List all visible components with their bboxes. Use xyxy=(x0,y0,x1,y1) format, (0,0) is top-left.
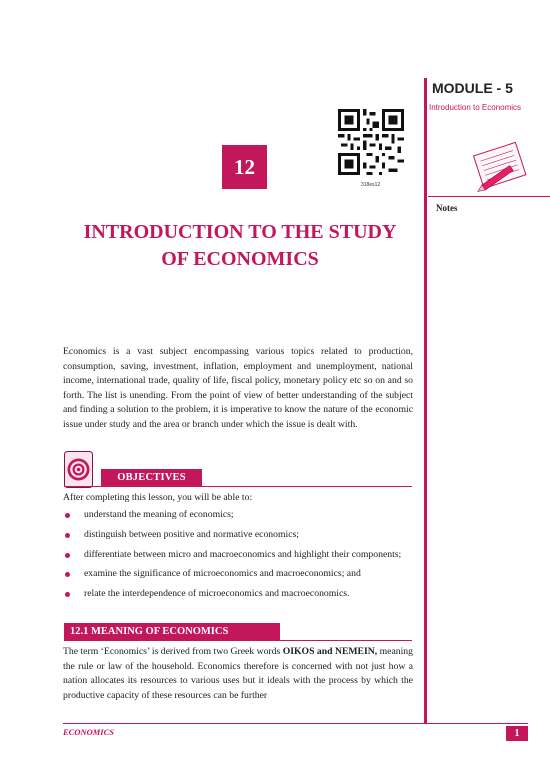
footer-subject: ECONOMICS xyxy=(63,727,115,737)
objectives-list xyxy=(63,508,413,607)
bullet-icon xyxy=(65,592,70,597)
intro-paragraph: Economics is a vast subject encompassing various topics related to production, consumption, saving, investment, inflation, employment and unemployment, national income, international trade, quality of life, fiscal policy, monetary policy etc so on and so forth. The list is unending. From the point of view of better understanding of the subject and finding a solution to the problem, it is imperative to know the nature of the economic issue under study and the area or branch under which the issue is dealt with. xyxy=(63,346,413,430)
greek-words: OIKOS and NEMEIN, xyxy=(282,646,378,657)
objectives-lead: After completing this lesson, you will be able to: xyxy=(63,492,253,503)
objectives-rule xyxy=(64,486,412,487)
list-item: relate the interdependence of microeconomics and macroeconomics. xyxy=(63,587,413,601)
notes-label: Notes xyxy=(436,203,458,213)
chapter-number: 12 xyxy=(222,145,267,189)
bullet-icon xyxy=(65,572,70,577)
chapter-title xyxy=(40,219,440,273)
sidebar-divider xyxy=(424,78,427,723)
target-icon xyxy=(64,451,93,488)
section-rule xyxy=(64,640,412,641)
list-item: differentiate between micro and macroeconomics and highlight their components; xyxy=(63,548,413,562)
list-item: distinguish between positive and normative economics; xyxy=(63,528,413,542)
qr-caption: 318es12 xyxy=(361,182,381,188)
section-heading: 12.1 MEANING OF ECONOMICS xyxy=(64,623,280,640)
chapter-title-line2: OF ECONOMICS xyxy=(161,248,319,270)
pencil-notepad-icon xyxy=(470,140,532,192)
list-item: understand the meaning of economics; xyxy=(63,508,413,522)
qr-code-icon[interactable] xyxy=(338,109,404,175)
bullet-icon xyxy=(65,533,70,538)
footer-rule xyxy=(63,723,528,724)
page-number: 1 xyxy=(506,726,528,741)
section-paragraph: The term ‘Economics’ is derived from two Greek words OIKOS and NEMEIN, meaning the rule or law of the household. Economics therefore is concerned with not just how a nation allocates its resources to various uses but it ideals with the process by which the productive capacity of these resources can be further xyxy=(63,646,413,701)
list-item: examine the significance of microeconomics and macroeconomics; and xyxy=(63,567,413,581)
notes-divider xyxy=(428,196,550,197)
module-subtitle: Introduction to Economics xyxy=(429,103,522,112)
bullet-icon xyxy=(65,553,70,558)
bullet-icon xyxy=(65,513,70,518)
objectives-heading: OBJECTIVES xyxy=(101,469,202,486)
chapter-title-line1: INTRODUCTION TO THE STUDY xyxy=(83,221,397,243)
module-label: MODULE - 5 xyxy=(432,80,513,96)
